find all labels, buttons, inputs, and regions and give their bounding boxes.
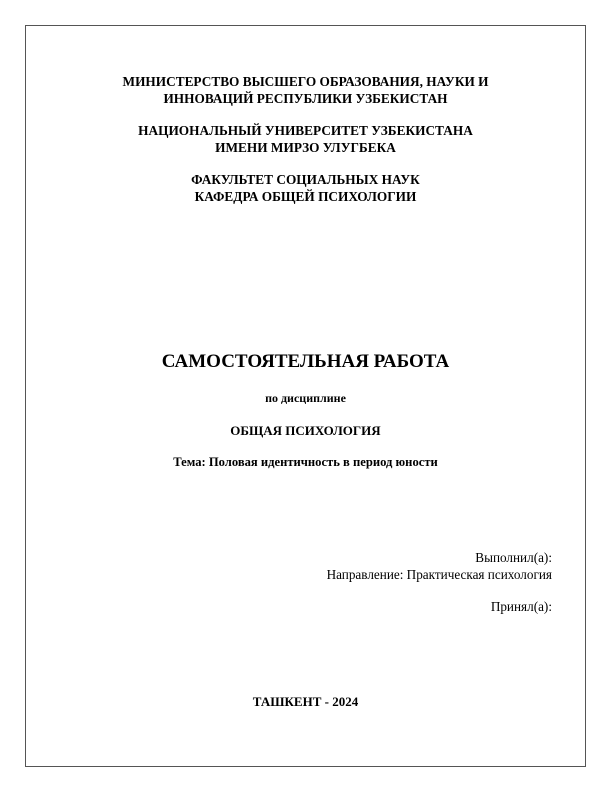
faculty-name: ФАКУЛЬТЕТ СОЦИАЛЬНЫХ НАУК <box>191 172 420 187</box>
department-name: КАФЕДРА ОБЩЕЙ ПСИХОЛОГИИ <box>194 189 417 204</box>
ministry-line-2: ИННОВАЦИЙ РЕСПУБЛИКИ УЗБЕКИСТАН <box>163 91 448 106</box>
university-line-2: ИМЕНИ МИРЗО УЛУГБЕКА <box>215 140 396 155</box>
ministry-line-1: МИНИСТЕРСТВО ВЫСШЕГО ОБРАЗОВАНИЯ, НАУКИ И <box>122 74 489 89</box>
university-line-1: НАЦИОНАЛЬНЫЙ УНИВЕРСИТЕТ УЗБЕКИСТАНА <box>138 123 473 138</box>
discipline-name: ОБЩАЯ ПСИХОЛОГИЯ <box>230 423 381 438</box>
university-heading <box>26 122 585 156</box>
page-frame <box>25 25 586 767</box>
performed-by-label: Выполнил(а): <box>475 550 552 565</box>
topic-line: Тема: Половая идентичность в период юности <box>173 455 438 469</box>
faculty-heading <box>26 171 585 205</box>
city-year: ТАШКЕНТ - 2024 <box>252 694 359 709</box>
ministry-heading <box>26 73 585 107</box>
direction-label: Направление: Практическая психология <box>326 567 552 582</box>
work-title: САМОСТОЯТЕЛЬНАЯ РАБОТА <box>161 351 450 372</box>
discipline-intro: по дисциплине <box>265 391 346 405</box>
accepted-by-label: Принял(а): <box>490 599 552 614</box>
